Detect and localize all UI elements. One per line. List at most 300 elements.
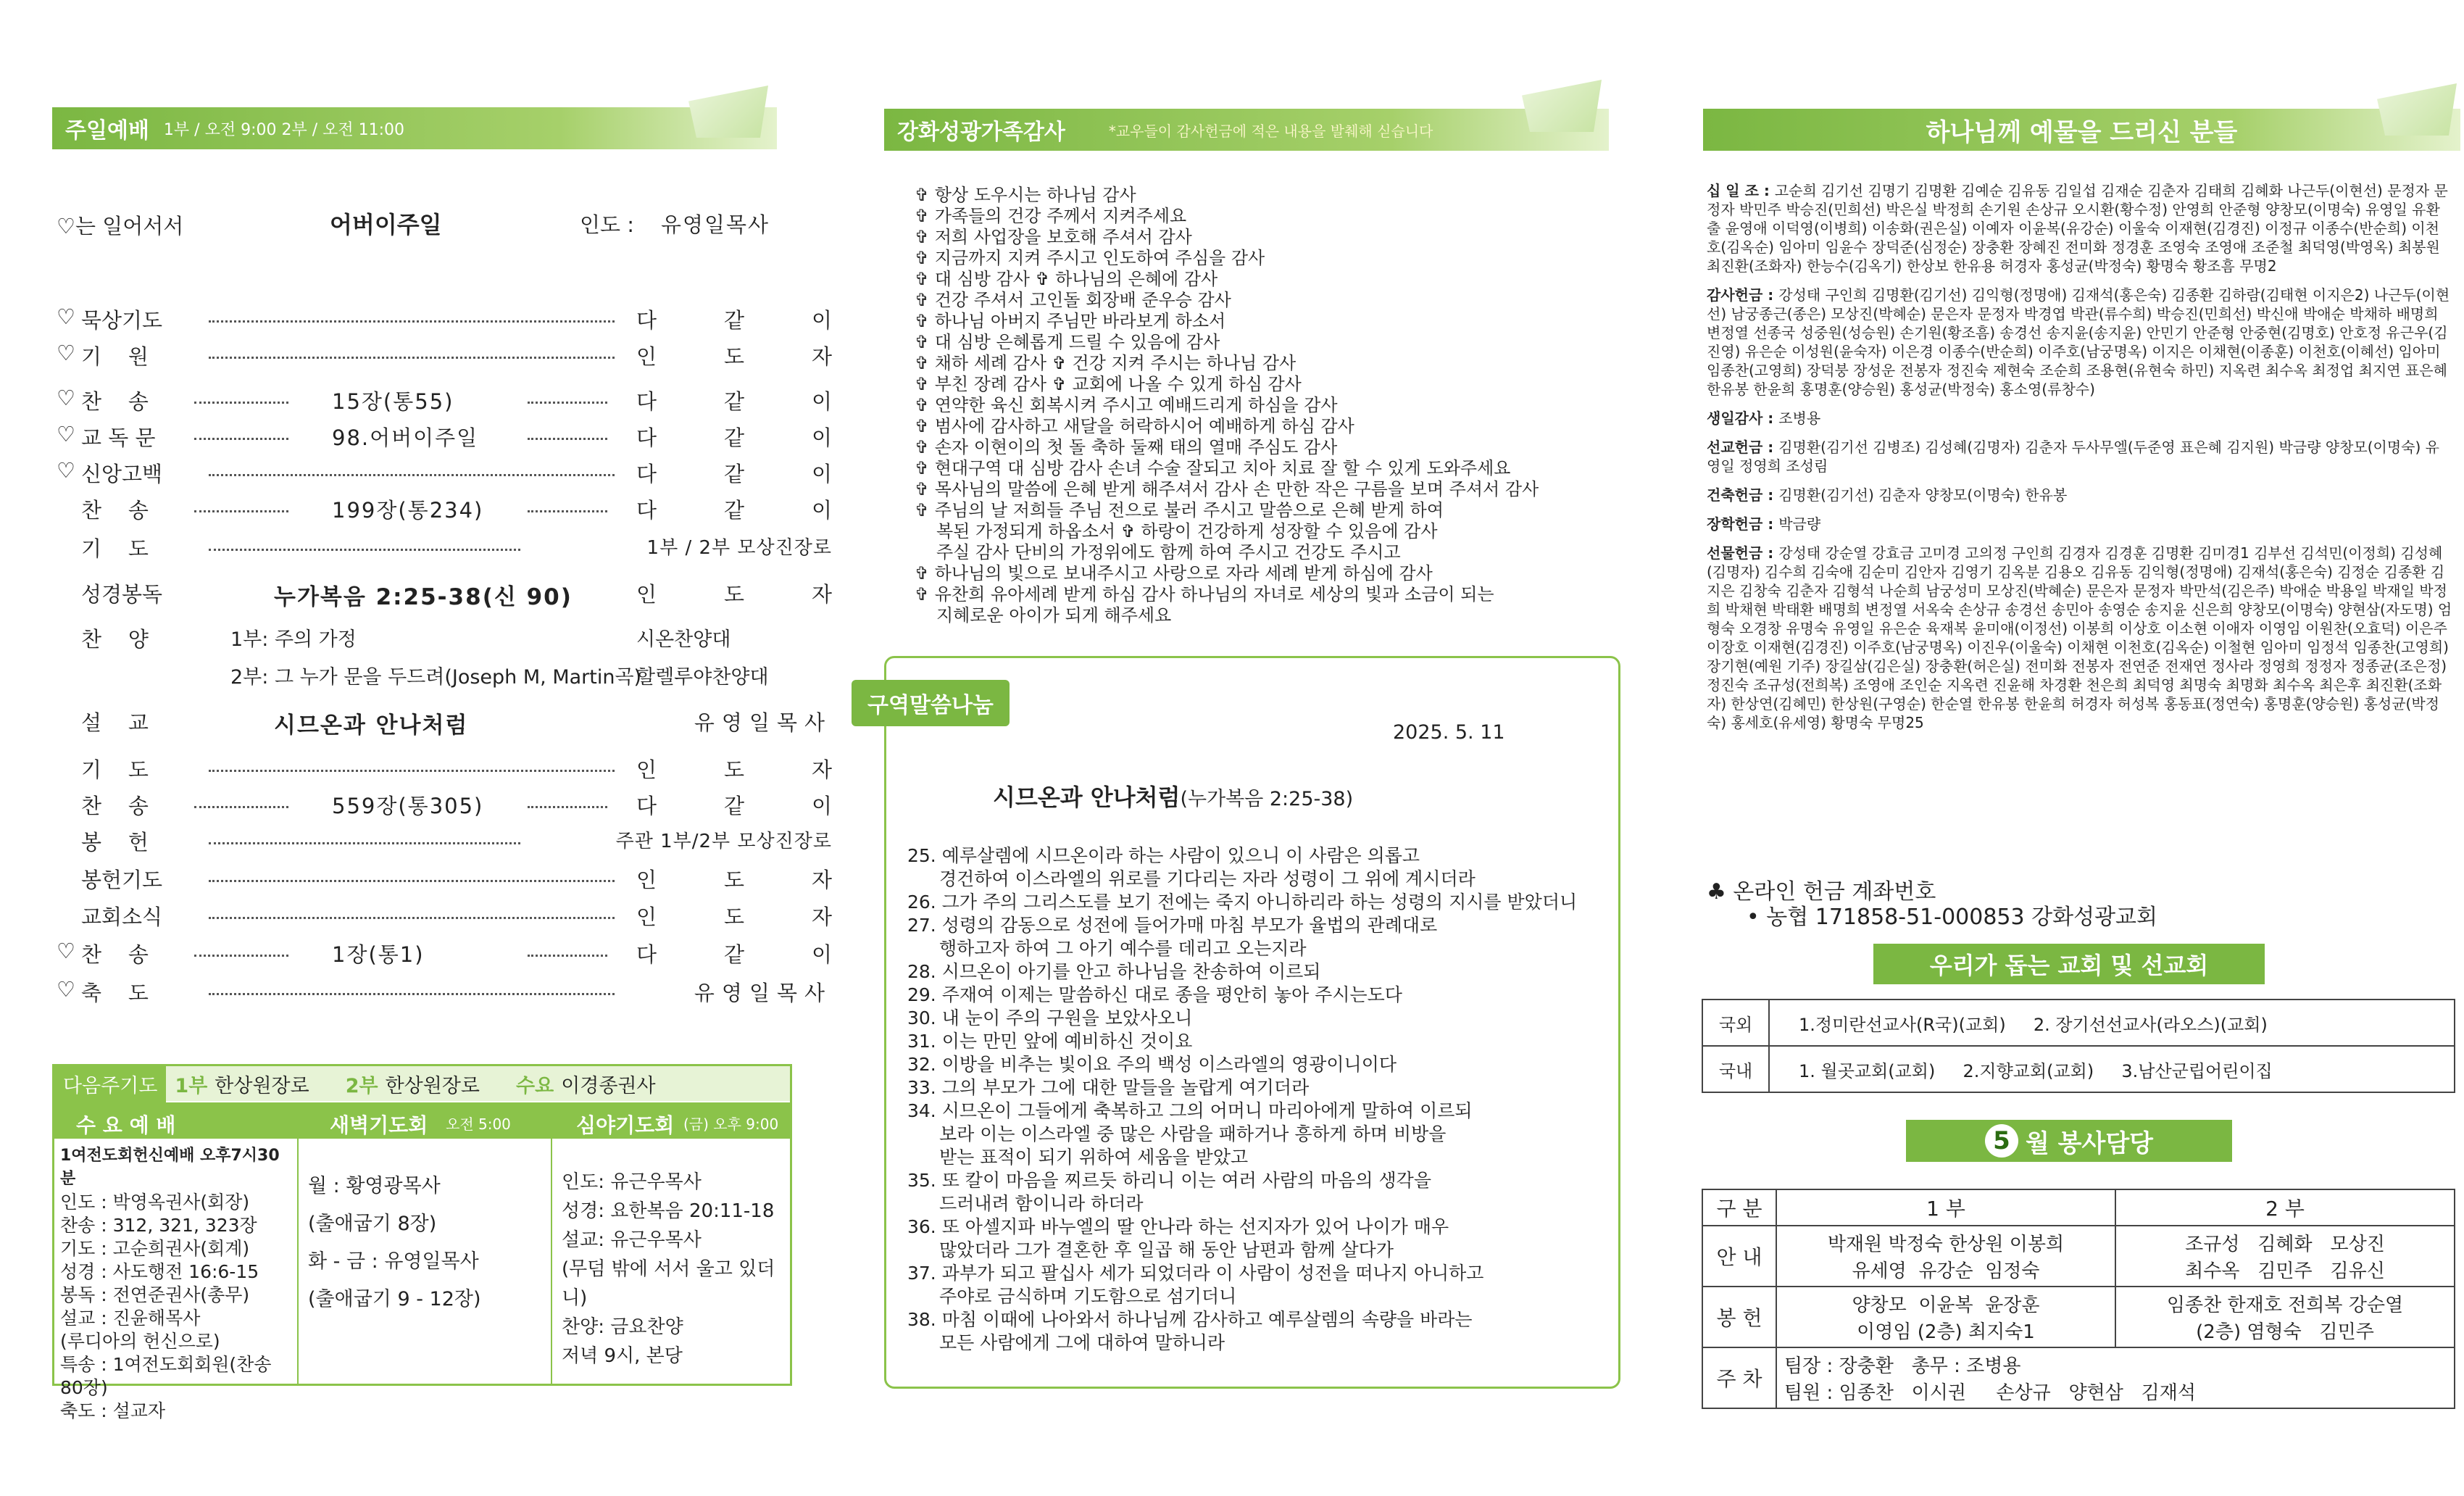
- order-label: 교회소식: [81, 905, 163, 929]
- duty-line: 이영임 (2층) 최지숙1: [1857, 1321, 2035, 1343]
- next-week-list: [175, 1070, 677, 1098]
- thanks-item: [915, 332, 1639, 353]
- verse-line: 33. 그의 부모가 그에 대한 말들을 놀랍게 여기더라: [907, 1077, 1310, 1098]
- duty-names: [1776, 1287, 2115, 1347]
- offering-group: [1707, 515, 2453, 533]
- dotted-leader: [528, 510, 607, 512]
- duty-line: 최수옥 김민주 김유신: [2185, 1260, 2385, 1282]
- cross-icon: ✞: [915, 500, 935, 520]
- offering-group: [1707, 409, 2453, 428]
- order-person-char: 다: [636, 462, 657, 486]
- order-person: [636, 494, 832, 524]
- thanks-text: 하나님 아버지 주님만 바라보게 하소서: [934, 311, 1226, 331]
- duty-line: 팀장 : 장충환 총무 : 조병용: [1784, 1355, 2021, 1377]
- order-person: [636, 939, 832, 968]
- wed-line: 인도 : 박영옥권사(회장): [60, 1192, 250, 1213]
- order-item: 1부: 주의 가정: [230, 628, 357, 651]
- thanks-text: 대 심방 감사 ✞ 하나님의 은혜에 감사: [934, 269, 1218, 289]
- order-person-char: 인: [636, 757, 657, 782]
- thanks-item: [915, 290, 1639, 311]
- offering-list: [1707, 181, 2453, 742]
- dotted-leader: [209, 917, 615, 919]
- thanks-item: [915, 605, 1639, 626]
- order-row: [57, 901, 832, 933]
- order-label: 축 도: [81, 981, 149, 1005]
- duty-row: [1702, 1287, 2455, 1347]
- order-label: 봉 헌: [81, 830, 149, 855]
- duty-title: [1906, 1120, 2232, 1162]
- dotted-leader: [528, 438, 607, 440]
- thanks-item: [915, 206, 1639, 227]
- thanks-banner-note: *교우들이 감사헌금에 적은 내용을 발췌해 싣습니다: [1108, 122, 1433, 140]
- order-person-char: 인: [636, 868, 657, 892]
- duty-header-cell: 2 부: [2115, 1189, 2455, 1226]
- thanks-item: [915, 584, 1639, 605]
- order-label: 봉헌기도: [81, 868, 163, 892]
- thanks-item: [915, 395, 1639, 416]
- services-header: [54, 1102, 790, 1139]
- group-study-title: 구역말씀나눔: [852, 680, 1010, 726]
- leader-name: 유영일목사: [661, 212, 770, 237]
- verse-line: 37. 과부가 되고 팔십사 세가 되었더라 이 사람이 성전을 떠나지 아니하고: [907, 1263, 1484, 1284]
- order-person-char: 다: [636, 308, 657, 333]
- study-date: 2025. 5. 11: [1393, 721, 1505, 744]
- verse-line: 받는 표적이 되기 위하여 세움을 받았고: [939, 1147, 1249, 1168]
- offering-group: [1707, 181, 2453, 275]
- dotted-leader: [194, 510, 288, 512]
- heart-icon: ♡: [57, 458, 75, 483]
- order-item: 199장(통234): [332, 498, 484, 523]
- order-person-char: 자: [811, 582, 832, 607]
- duty-line: 팀원 : 임종찬 이시권 손상규 양현삼 김재석: [1784, 1382, 2196, 1404]
- order-person: [636, 422, 832, 452]
- verse-line: 34. 시므온이 그들에게 축복하고 그의 어머니 마리아에게 말하여 이르되: [907, 1100, 1473, 1121]
- duty-line: (2층) 염형숙 김민주: [2196, 1321, 2374, 1343]
- offering-type: 선교헌금 :: [1707, 439, 1779, 456]
- order-item: 559장(통305): [332, 794, 484, 818]
- order-person: [636, 578, 832, 608]
- mission-title: 우리가 돕는 교회 및 선교회: [1873, 944, 2265, 984]
- dawn-service-details: [308, 1168, 547, 1318]
- thanks-item: [915, 416, 1639, 437]
- verse-line: 31. 이는 만민 앞에 예비하신 것이요: [907, 1031, 1193, 1052]
- dotted-leader: [209, 842, 520, 844]
- dotted-leader: [194, 955, 288, 957]
- order-row: [57, 341, 832, 373]
- offering-type: 건축헌금 :: [1707, 486, 1779, 504]
- thanks-item: [915, 437, 1639, 458]
- duty-header-cell: 1 부: [1776, 1189, 2115, 1226]
- order-person-char: 다: [636, 389, 657, 414]
- thanks-text: 채하 세례 감사 ✞ 건강 지켜 주시는 하나님 감사: [934, 353, 1296, 373]
- order-label: 설 교: [81, 710, 149, 735]
- order-person: 할렐루야찬양대: [636, 666, 769, 689]
- offering-names: 김명환(김기선) 김춘자 양창모(이명숙) 한유봉: [1778, 486, 2068, 504]
- duty-table: [1702, 1189, 2455, 1409]
- night-line: 성경: 요한복음 20:11-18: [562, 1200, 775, 1222]
- next-week-label: 다음주기도: [54, 1064, 166, 1104]
- mission-region: 국내: [1702, 1046, 1769, 1092]
- thanks-text: 저희 사업장을 보호해 주셔서 감사: [934, 227, 1192, 247]
- order-row: [57, 386, 832, 417]
- wed-line: 설교 : 진윤해목사: [60, 1308, 201, 1329]
- order-row: [57, 578, 832, 610]
- order-label: 찬 양: [81, 627, 149, 652]
- thanks-text: 목사님의 말씀에 은혜 받게 해주셔서 감사 손 만한 작은 구름을 보며 주셔서 감사: [934, 479, 1539, 499]
- worship-order-panel: [0, 0, 832, 1496]
- order-item: 시므온과 안나처럼: [274, 712, 469, 739]
- cross-icon: ✞: [915, 395, 935, 415]
- bank-account: • 농협 171858-51-000853 강화성광교회: [1747, 905, 2158, 930]
- night-time: (금) 오후 9:00: [683, 1115, 779, 1133]
- verse-line: 경건하여 이스라엘의 위로를 기다리는 자라 성령이 그 위에 계시더라: [939, 868, 1476, 889]
- worship-banner-times: 1부 / 오전 9:00 2부 / 오전 11:00: [163, 120, 405, 139]
- order-person-char: 이: [811, 942, 832, 967]
- order-person: [636, 341, 832, 370]
- order-label: 기 도: [81, 757, 149, 782]
- hand-decoration: [2377, 83, 2457, 136]
- order-person-char: 도: [723, 344, 744, 369]
- next-week-key: 2부: [345, 1074, 378, 1097]
- cross-icon: ✞: [915, 311, 935, 331]
- duty-title-text: 월 봉사담당: [2025, 1129, 2154, 1158]
- order-item: 98.어버이주일: [332, 425, 479, 450]
- thanks-item: [915, 542, 1639, 563]
- order-row: [57, 826, 832, 858]
- verse-line: 29. 주재여 이제는 말씀하신 대로 종을 평안히 놓아 주시는도다: [907, 984, 1402, 1005]
- verse-line: 주야로 금식하며 기도함으로 섬기더니: [939, 1286, 1237, 1307]
- order-person: 유영일목사: [694, 981, 832, 1005]
- thanks-text: 지혜로운 아이가 되게 해주세요: [936, 605, 1172, 626]
- order-label: 성경봉독: [81, 582, 163, 607]
- thanks-item: [915, 521, 1639, 542]
- dawn-line: 월 : 황영광목사: [308, 1175, 441, 1197]
- dawn-time: 오전 5:00: [446, 1115, 511, 1133]
- wed-line: 특송 : 1여전도회회원(찬송80장): [60, 1354, 272, 1398]
- thanks-text: 유찬희 유아세례 받게 하심 감사 하나님의 자녀로 세상의 빛과 소금이 되는: [934, 584, 1494, 604]
- night-service-details: [562, 1168, 786, 1371]
- cross-icon: ✞: [915, 248, 935, 268]
- verse-line: 35. 또 칼이 마음을 찌르듯 하리니 이는 여러 사람의 마음의 생각을: [907, 1170, 1431, 1191]
- order-row: [57, 494, 832, 526]
- mission-list: 1. 월곳교회(교회) 2.지향교회(교회) 3.남산군립어린이집: [1769, 1046, 2455, 1092]
- service-theme: 어버이주일: [330, 211, 442, 238]
- duty-line: 임종찬 한재호 전희복 강순열: [2166, 1295, 2404, 1316]
- verse-line: 많았더라 그가 결혼한 후 일곱 해 동안 남편과 함께 살다가: [939, 1239, 1394, 1260]
- offerings-panel: [1689, 0, 2464, 1496]
- order-person-char: 자: [811, 757, 832, 782]
- thanks-item: [915, 269, 1639, 290]
- offering-names: 김명환(김기선 김병조) 김성혜(김명자) 김춘자 두사무엘(두준영 표은혜 김지원) 박금량 양창모(이명숙) 유영일 정영희 조성림: [1707, 439, 2439, 475]
- offering-group: [1707, 486, 2453, 504]
- night-line: 찬양: 금요찬양: [562, 1316, 683, 1338]
- offering-group: [1707, 544, 2453, 732]
- offering-group: [1707, 438, 2453, 475]
- duty-role: 주 차: [1702, 1347, 1776, 1408]
- offering-names: 강성태 구인희 김명환(김기선) 김익형(정명애) 김재석(홍은숙) 김종환 김하람(김태현 이지은2) 나근두(이현선) 남궁종근(종은) 모상진(박혜순) 문은자 문정자 박경엽 박관(류수희) 박승진(민희선) 박신애 박애순 박채하 배명희 변정열 선종국 성중원(성승원) 손기원(황조흠) 송경선 송지윤(송지윤) 안민기 안준형 안중현(김명호) 안호정 유근우(김진영) 유은순 이성원(윤숙자) 이은경 이종수(반순희) 이주호(남궁명옥) 이지은 이채현(이종훈) 이천호(이혜선) 임아미 임종찬(고영희) 장덕붕 장성운 전봉자 정진숙 제현숙 조순희 조용현(유현숙 하민) 지옥련 최수옥 최정업 최지연 표은혜 한유봉 한윤희 홍명훈(양승원) 홍성균(박정숙) 홍소영(류창수): [1707, 286, 2450, 398]
- order-person: [636, 458, 832, 488]
- dawn-line: 화 - 금 : 유영일목사: [308, 1250, 479, 1273]
- order-person-char: 도: [723, 905, 744, 929]
- next-week-key: 수요: [516, 1074, 554, 1097]
- offering-names: 강성태 강순열 강효금 고미경 고의정 구인희 김경자 김경훈 김명환 김미경1 김부선 김석민(이정희) 김성혜(김명자) 김수희 김숙애 김순미 김안자 김영기 김옥분 김용오 김유동 김익형(정명애) 김재석(홍은숙) 김정순 김종환 김지은 김창숙 김춘자 김형석 나순희 남궁성미 모상진(박혜순) 문은자 문정자 박만석(김은주) 박애순 박용일 박재일 박정희 박채현 박태환 배명희 변정열 서옥숙 손상규 송경선 송민아 송영순 송지윤 신은희 양창모(이명숙) 양현삼(자도명) 엄형숙 오경창 유명숙 유영일 유은순 육재복 윤미애(이정선) 이봉희 이상호 이소현 이애자 이영임 이원찬(오효덕) 이은주 이장호 이재현(김경진) 이주호(남궁명옥) 이진우(이울숙) 이채현 이천호(김옥순) 이철현 임아미 임정석 임종찬(고영희) 장기현(예원 기주) 장길삼(김은실) 장충환(허은실) 전미화 전봉자 전연준 전재연 정사라 정영희 정정자 정종균(조은정) 정진숙 조규성(전희복) 조영애 조인순 지옥련 진윤해 차경환 천은희 최덕영 최명숙 최명화 최수옥 최은후 최진환(조화자) 한상연(김혜민) 한상원(구영순) 한순열 한유봉 한윤희 허경자 허성복 홍동표(정연숙) 홍명훈(양승원) 홍성균(박정숙) 홍세호(유세영) 황명숙 무명25: [1707, 544, 2452, 731]
- wed-line: 봉독 : 전연준권사(총무): [60, 1284, 250, 1305]
- order-person-char: 같: [723, 308, 744, 333]
- wed-service-details: [60, 1144, 292, 1423]
- order-label: 교 독 문: [81, 425, 156, 450]
- heart-icon: ♡: [57, 341, 75, 365]
- thanks-text: 하나님의 빛으로 보내주시고 사랑으로 자라 세례 받게 하심에 감사: [934, 563, 1433, 583]
- thanks-item: [915, 311, 1639, 332]
- order-person-char: 다: [636, 425, 657, 450]
- mission-table: [1702, 999, 2455, 1093]
- mission-list: 1.정미란선교사(R국)(교회) 2. 장기선선교사(라오스)(교회): [1769, 1000, 2455, 1046]
- duty-names: [2115, 1287, 2455, 1347]
- dawn-line: (출애굽기 8장): [308, 1213, 437, 1235]
- next-week-key: 1부: [175, 1074, 208, 1097]
- order-person: [636, 790, 832, 820]
- heart-icon: ♡: [57, 422, 75, 446]
- verse-line: 모든 사람에게 그에 대하여 말하니라: [939, 1332, 1225, 1353]
- duty-line: 조규성 김혜화 모상진: [2185, 1234, 2385, 1255]
- study-sermon-ref: (누가복음 2:25-38): [1180, 788, 1354, 810]
- cross-decoration: [1522, 80, 1602, 132]
- order-item: 15장(통55): [332, 389, 454, 414]
- offering-names: 조병용: [1778, 410, 1821, 427]
- thanks-banner: [884, 109, 1609, 151]
- next-week-item: [175, 1070, 309, 1098]
- dotted-leader: [528, 402, 607, 404]
- order-label: 기 원: [81, 344, 149, 369]
- order-row: [57, 422, 832, 454]
- cross-icon: ✞: [915, 269, 935, 289]
- order-person: [636, 754, 832, 784]
- night-line: 설교: 유근우목사: [562, 1229, 702, 1251]
- cross-icon: ✞: [915, 332, 935, 352]
- next-week-name: 이경종권사: [561, 1074, 656, 1097]
- dotted-leader: [209, 993, 615, 995]
- cross-icon: ✞: [915, 584, 935, 604]
- order-person-char: 이: [811, 425, 832, 450]
- cross-icon: ✞: [915, 479, 935, 499]
- thanks-text: 지금까지 지켜 주시고 인도하여 주심을 감사: [934, 248, 1265, 268]
- cross-icon: ✞: [915, 437, 935, 457]
- wed-line: 성경 : 사도행전 16:6-15: [60, 1261, 259, 1282]
- next-week-bar: [54, 1066, 790, 1101]
- verse-line: 36. 또 아셀지파 바누엘의 딸 안나라 하는 선지자가 있어 나이가 매우: [907, 1216, 1449, 1237]
- order-row: [57, 754, 832, 786]
- order-label: 찬 송: [81, 498, 149, 523]
- thanks-text: 대 심방 은혜롭게 드릴 수 있음에 감사: [934, 332, 1220, 352]
- dotted-leader: [528, 955, 607, 957]
- offering-type: 장학헌금 :: [1707, 515, 1779, 533]
- order-person-char: 인: [636, 582, 657, 607]
- order-person-char: 같: [723, 389, 744, 414]
- order-label: 찬 송: [81, 389, 149, 414]
- thanks-text: 복된 가정되게 하옵소서 ✞ 하랑이 건강하게 성장할 수 있음에 감사: [936, 521, 1438, 541]
- thanks-text: 주실 감사 단비의 가정위에도 함께 하여 주시고 건강도 주시고: [936, 542, 1401, 562]
- study-sermon-title: [993, 779, 1353, 813]
- thanks-list: [915, 185, 1639, 626]
- order-person-char: 인: [636, 905, 657, 929]
- heart-icon: ♡: [57, 977, 75, 1002]
- cross-icon: ✞: [915, 353, 935, 373]
- thanks-item: [915, 248, 1639, 269]
- order-person-char: 도: [723, 582, 744, 607]
- order-person: [636, 901, 832, 931]
- duty-role: 봉 헌: [1702, 1287, 1776, 1347]
- order-person-char: 같: [723, 794, 744, 818]
- cross-icon: ✞: [915, 416, 935, 436]
- mission-row: [1702, 1000, 2455, 1046]
- duty-role: 안 내: [1702, 1226, 1776, 1287]
- verse-line: 25. 예루살렘에 시므온이라 하는 사람이 있으니 이 사람은 의롭고: [907, 845, 1420, 866]
- wed-title: 수 요 예 배: [76, 1113, 176, 1137]
- thanks-text: 주님의 날 저희들 주님 전으로 불러 주시고 말씀으로 은혜 받게 하여: [934, 500, 1444, 520]
- verse-line: 28. 시므온이 아기를 안고 하나님을 찬송하여 이르되: [907, 961, 1321, 982]
- order-row: [57, 304, 832, 336]
- cross-icon: ✞: [915, 290, 935, 310]
- heart-icon: ♡: [57, 304, 75, 329]
- thanks-text: 연약한 육신 회복시켜 주시고 예배드리게 하심을 감사: [934, 395, 1338, 415]
- duty-names: [1776, 1226, 2115, 1287]
- dotted-leader: [209, 880, 615, 882]
- offerings-banner: [1703, 109, 2460, 151]
- verse-line: 드러내려 함이니라 하더라: [939, 1193, 1144, 1214]
- duty-header-cell: 구 분: [1702, 1189, 1776, 1226]
- month-number: 5: [1985, 1124, 2018, 1158]
- night-line: 저녁 9시, 본당: [562, 1345, 683, 1367]
- leaf-decoration: [688, 86, 768, 138]
- order-label: 기 도: [81, 536, 149, 561]
- online-giving-title: ♣ 온라인 헌금 계좌번호: [1707, 879, 1936, 905]
- thanks-item: [915, 374, 1639, 395]
- offering-type: 선물헌금 :: [1707, 544, 1779, 562]
- offering-type: 감사헌금 :: [1707, 286, 1779, 304]
- order-item: 1장(통1): [332, 942, 425, 967]
- order-person-char: 다: [636, 794, 657, 818]
- order-person-char: 이: [811, 794, 832, 818]
- order-label: 신앙고백: [81, 462, 163, 486]
- next-week-name: 한상원장로: [215, 1074, 309, 1097]
- thanks-text: 항상 도우시는 하나님 감사: [934, 185, 1136, 205]
- wed-line: 축도 : 설교자: [60, 1400, 166, 1421]
- order-person-char: 같: [723, 425, 744, 450]
- cross-icon: ✞: [915, 185, 935, 205]
- offering-group: [1707, 286, 2453, 399]
- verse-line: 27. 성령의 감동으로 성전에 들어가매 마침 부모가 율법의 관례대로: [907, 915, 1438, 936]
- thanks-text: 부친 장례 감사 ✞ 교회에 나올 수 있게 하심 감사: [934, 374, 1302, 394]
- thanks-text: 건강 주셔서 고인돌 회장배 준우승 감사: [934, 290, 1231, 310]
- next-week-item: [516, 1070, 656, 1098]
- duty-header: [1702, 1189, 2455, 1226]
- verse-line: 보라 이는 이스라엘 중 많은 사람을 패하거나 흥하게 하며 비방을: [939, 1123, 1447, 1144]
- dotted-leader: [209, 474, 615, 476]
- order-row: [57, 533, 832, 565]
- dotted-leader: [194, 438, 288, 440]
- order-row: [57, 790, 832, 822]
- order-row: [57, 977, 832, 1009]
- order-item: 누가복음 2:25-38(신 90): [274, 584, 573, 610]
- order-label: 찬 송: [81, 942, 149, 967]
- thanks-text: 현대구역 대 심방 감사 손녀 수술 잘되고 치아 치료 잘 할 수 있게 도와주세요: [934, 458, 1511, 478]
- dotted-leader: [194, 806, 288, 808]
- order-person-char: 이: [811, 389, 832, 414]
- night-line: 인도: 유근우목사: [562, 1171, 702, 1193]
- order-label: 묵상기도: [81, 308, 163, 333]
- mission-row: [1702, 1046, 2455, 1092]
- worship-banner-title: 주일예배: [65, 118, 149, 144]
- duty-line: 양창모 이윤복 윤장훈: [1852, 1295, 2040, 1316]
- order-row: [57, 707, 832, 739]
- cross-icon: ✞: [915, 206, 935, 226]
- wed-line: 1여전도회헌신예배 오후7시30분: [60, 1147, 280, 1188]
- duty-row: [1702, 1347, 2455, 1408]
- study-sermon-title-text: 시므온과 안나처럼: [993, 784, 1181, 811]
- order-person-char: 자: [811, 905, 832, 929]
- dotted-leader: [209, 357, 615, 359]
- dawn-title: 새벽기도회: [330, 1113, 428, 1137]
- order-person-char: 자: [811, 344, 832, 369]
- next-week-name: 한상원장로: [385, 1074, 480, 1097]
- offerings-banner-title: 하나님께 예물을 드리신 분들: [1926, 117, 2238, 147]
- mission-region: 국외: [1702, 1000, 1769, 1046]
- thanks-item: [915, 353, 1639, 374]
- dotted-leader: [194, 402, 288, 404]
- order-person-char: 이: [811, 498, 832, 523]
- order-person-char: 같: [723, 942, 744, 967]
- verse-line: 38. 마침 이때에 나아와서 하나님께 감사하고 예루살렘의 속량을 바라는: [907, 1309, 1473, 1330]
- order-row: [57, 623, 781, 696]
- worship-banner: [52, 107, 777, 149]
- thanks-item: [915, 563, 1639, 584]
- order-label: 찬 송: [81, 794, 149, 818]
- stand-legend: ♡는 일어서서: [57, 214, 184, 238]
- thanks-panel: [855, 0, 1652, 1496]
- verse-line: 행하고자 하여 그 아기 예수를 데리고 오는지라: [939, 938, 1307, 959]
- order-person: 시온찬양대: [636, 628, 731, 651]
- offering-names: 박금량: [1778, 515, 1821, 533]
- order-item: 2부: 그 누가 문을 두드려(Joseph M, Martin곡): [230, 666, 642, 689]
- wed-line: 찬송 : 312, 321, 323장: [60, 1215, 257, 1236]
- order-person: [636, 304, 832, 334]
- cross-icon: ✞: [915, 458, 935, 478]
- order-person: 주관 1부/2부 모상진장로: [615, 831, 832, 852]
- wed-line: (루디아의 헌신으로): [60, 1331, 220, 1352]
- night-title: 심야기도회: [576, 1113, 675, 1137]
- order-person-char: 이: [811, 462, 832, 486]
- order-person: [636, 864, 832, 894]
- order-person-char: 같: [723, 462, 744, 486]
- order-person-char: 다: [636, 942, 657, 967]
- thanks-item: [915, 185, 1639, 206]
- wed-line: 기도 : 고순희권사(회계): [60, 1238, 250, 1259]
- dawn-line: (출애굽기 9 - 12장): [308, 1288, 481, 1310]
- thanks-banner-title: 강화성광가족감사: [897, 120, 1065, 145]
- order-person-char: 다: [636, 498, 657, 523]
- duty-row: [1702, 1226, 2455, 1287]
- order-row: [57, 458, 832, 490]
- dotted-leader: [209, 770, 615, 772]
- dotted-leader: [528, 806, 607, 808]
- thanks-text: 범사에 감사하고 새달을 허락하시어 예배하게 하심 감사: [934, 416, 1354, 436]
- order-person-char: 이: [811, 308, 832, 333]
- order-row: [57, 864, 832, 896]
- dotted-leader: [209, 549, 520, 551]
- verse-line: 30. 내 눈이 주의 구원을 보았사오니: [907, 1007, 1193, 1028]
- heart-icon: ♡: [57, 939, 75, 963]
- heart-icon: ♡: [57, 386, 75, 410]
